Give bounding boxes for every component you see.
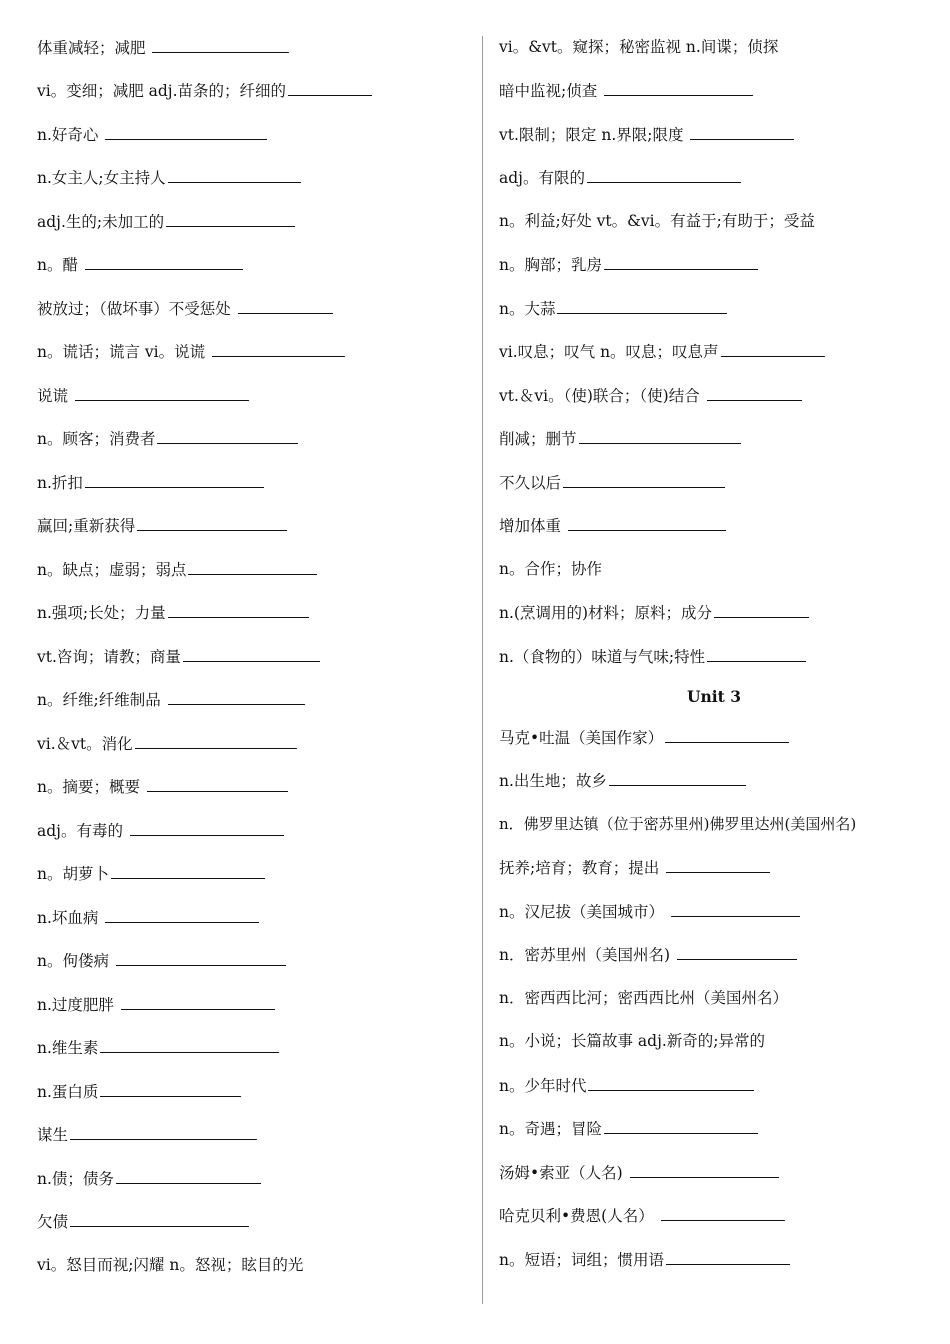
answer-blank [85, 472, 264, 488]
vocab-entry [499, 385, 802, 405]
vocab-entry [37, 820, 284, 840]
entry-text: n．佛罗里达镇（位于密苏里州)佛罗里达州(美国州名) [499, 815, 857, 833]
answer-blank [183, 646, 320, 662]
vocab-entry [499, 1075, 754, 1095]
vocab-entry [499, 559, 602, 579]
vocab-entry [499, 1162, 779, 1182]
vocab-entry [37, 559, 317, 579]
answer-blank [579, 428, 741, 444]
answer-blank [121, 994, 275, 1010]
entry-text: 欠债 [37, 1213, 69, 1231]
vocab-entry [37, 950, 286, 970]
vocab-entry [37, 1081, 241, 1101]
entry-text: 抚养;培育；教育；提出 [499, 859, 665, 877]
vocab-entry [499, 1031, 765, 1051]
entry-text: vt.限制；限定 n.界限;限度 [499, 126, 689, 144]
entry-text: 赢回;重新获得 [37, 517, 136, 535]
entry-text: n.过度肥胖 [37, 996, 119, 1014]
answer-blank [604, 254, 758, 270]
answer-blank [671, 901, 800, 917]
vocab-entry [37, 1168, 261, 1188]
entry-text: n.强项;长处；力量 [37, 604, 166, 622]
entry-text: vi。变细；减肥 adj.苗条的；纤细的 [37, 82, 287, 100]
vocab-entry [37, 37, 289, 57]
entry-text: adj.生的;未加工的 [37, 213, 165, 231]
vocab-entry [37, 602, 309, 622]
vocab-entry [37, 385, 249, 405]
vocab-entry [499, 901, 800, 921]
answer-blank [85, 254, 243, 270]
answer-blank [116, 1168, 261, 1184]
answer-blank [168, 602, 309, 618]
answer-blank [604, 80, 753, 96]
vocab-entry [37, 733, 297, 753]
answer-blank [288, 80, 372, 96]
vocab-entry [37, 994, 275, 1014]
vocab-entry [37, 515, 287, 535]
vocab-entry [37, 776, 288, 796]
entry-text: n.坏血病 [37, 909, 104, 927]
answer-blank [238, 298, 333, 314]
answer-blank [707, 646, 806, 662]
entry-text: 被放过；（做坏事）不受惩处 [37, 300, 236, 318]
vocab-entry [499, 254, 758, 274]
vocab-entry [37, 863, 265, 883]
vocab-entry [499, 341, 825, 361]
vocab-entry [499, 124, 794, 144]
answer-blank [100, 1037, 279, 1053]
entry-text: n.好奇心 [37, 126, 104, 144]
answer-blank [568, 515, 726, 531]
entry-text: n。利益;好处 vt。&vi。有益于;有助于；受益 [499, 212, 815, 230]
vocab-entry [499, 602, 809, 622]
vocab-entry [499, 944, 797, 964]
answer-blank [557, 298, 727, 314]
vocab-entry [499, 814, 856, 834]
vocab-entry [37, 907, 259, 927]
vocab-entry [499, 211, 815, 231]
vocab-entry [499, 646, 806, 666]
vocab-entry [37, 1124, 257, 1144]
answer-blank [721, 341, 825, 357]
answer-blank [665, 727, 789, 743]
entry-text: n。大蒜 [499, 300, 556, 318]
vocab-entry [37, 689, 305, 709]
entry-text: n。汉尼拔（美国城市） [499, 903, 669, 921]
vocab-entry [37, 1037, 279, 1057]
answer-blank [135, 733, 297, 749]
vocab-entry [37, 428, 298, 448]
entry-text: adj。有限的 [499, 169, 585, 187]
entry-text: n。少年时代 [499, 1077, 587, 1095]
vocab-entry [499, 1249, 790, 1269]
vocab-entry [499, 428, 741, 448]
entry-text: n。缺点；虚弱；弱点 [37, 561, 187, 579]
entry-text: 暗中监视;侦查 [499, 82, 603, 100]
entry-text: vt.咨询；请教；商量 [37, 648, 181, 666]
answer-blank [588, 1075, 754, 1091]
vocab-entry [499, 857, 770, 877]
vocab-entry [37, 298, 333, 318]
entry-text: vi.叹息；叹气 n。叹息；叹息声 [499, 343, 719, 361]
vocab-entry [499, 727, 789, 747]
answer-blank [147, 776, 288, 792]
entry-text: n。胸部；乳房 [499, 256, 602, 274]
entry-text: 不久以后 [499, 474, 562, 492]
entry-text: n.债；债务 [37, 1170, 114, 1188]
answer-blank [714, 602, 809, 618]
entry-text: n.折扣 [37, 474, 83, 492]
answer-blank [604, 1118, 758, 1134]
vocab-entry [37, 167, 301, 187]
vocab-entry [499, 1118, 758, 1138]
vocab-entry [499, 167, 741, 187]
entry-text: n。顾客；消费者 [37, 430, 156, 448]
entry-text: 马克•吐温（美国作家） [499, 729, 664, 747]
entry-text: n.(烹调用的)材料；原料；成分 [499, 604, 713, 622]
vocab-entry [499, 515, 726, 535]
entry-text: n。合作；协作 [499, 560, 602, 578]
unit-heading: Unit 3 [686, 687, 741, 706]
entry-text: 哈克贝利•费恩(人名） [499, 1207, 659, 1225]
answer-blank [609, 770, 746, 786]
answer-blank [105, 907, 259, 923]
answer-blank [75, 385, 249, 401]
vocab-entry [37, 1255, 303, 1275]
vocab-entry [37, 341, 345, 361]
answer-blank [105, 124, 267, 140]
answer-blank [130, 820, 284, 836]
entry-text: n。醋 [37, 256, 83, 274]
answer-blank [168, 167, 301, 183]
vocab-entry [499, 472, 725, 492]
entry-text: n.（食物的）味道与气味;特性 [499, 648, 706, 666]
answer-blank [166, 211, 295, 227]
entry-text: vi.＆vt。消化 [37, 735, 133, 753]
entry-text: n.蛋白质 [37, 1083, 99, 1101]
vocab-entry [499, 988, 788, 1008]
vocab-entry [37, 80, 372, 100]
answer-blank [587, 167, 741, 183]
vocab-entry [37, 472, 264, 492]
answer-blank [70, 1211, 249, 1227]
entry-text: 说谎 [37, 387, 73, 405]
entry-text: 汤姆•索亚（人名) [499, 1164, 628, 1182]
answer-blank [677, 944, 797, 960]
vocab-entry [37, 211, 295, 231]
entry-text: n.出生地；故乡 [499, 772, 607, 790]
answer-blank [661, 1205, 785, 1221]
answer-blank [70, 1124, 257, 1140]
entry-text: n。短语；词组；惯用语 [499, 1251, 664, 1269]
answer-blank [168, 689, 305, 705]
answer-blank [111, 863, 265, 879]
entry-text: n.女主人;女主持人 [37, 169, 166, 187]
answer-blank [188, 559, 317, 575]
answer-blank [100, 1081, 241, 1097]
answer-blank [707, 385, 802, 401]
vocab-entry [37, 646, 320, 666]
vocab-entry [37, 1211, 249, 1231]
answer-blank [152, 37, 289, 53]
entry-text: n。佝偻病 [37, 952, 114, 970]
entry-text: n.维生素 [37, 1039, 99, 1057]
entry-text: vt.＆vi。（使)联合；（使)结合 [499, 387, 705, 405]
entry-text: n．密苏里州（美国州名) [499, 946, 675, 964]
vocab-entry [499, 298, 727, 318]
entry-text: n。奇遇；冒险 [499, 1120, 602, 1138]
answer-blank [630, 1162, 779, 1178]
answer-blank [137, 515, 287, 531]
entry-text: 增加体重 [499, 517, 566, 535]
vocab-entry [37, 254, 243, 274]
column-divider [482, 36, 483, 1304]
answer-blank [563, 472, 725, 488]
answer-blank [690, 124, 794, 140]
answer-blank [157, 428, 298, 444]
entry-text: vi。&vt。窥探；秘密监视 n.间谍；侦探 [499, 38, 779, 56]
vocab-entry [37, 124, 267, 144]
vocab-entry [499, 770, 746, 790]
answer-blank [666, 857, 770, 873]
answer-blank [212, 341, 345, 357]
entry-text: n。纤维;纤维制品 [37, 691, 166, 709]
entry-text: n。谎话；谎言 vi。说谎 [37, 343, 211, 361]
vocab-entry [499, 80, 753, 100]
vocab-entry [499, 1205, 785, 1225]
answer-blank [116, 950, 286, 966]
vocab-entry [499, 37, 778, 57]
entry-text: adj。有毒的 [37, 822, 128, 840]
entry-text: 体重减轻；减肥 [37, 39, 151, 57]
answer-blank [666, 1249, 790, 1265]
entry-text: vi。怒目而视;闪耀 n。怒视；眩目的光 [37, 1256, 304, 1274]
entry-text: n。胡萝卜 [37, 865, 109, 883]
entry-text: n．密西西比河；密西西比州（美国州名） [499, 989, 788, 1007]
entry-text: n。小说；长篇故事 adj.新奇的;异常的 [499, 1032, 766, 1050]
entry-text: 谋生 [37, 1126, 69, 1144]
entry-text: n。摘要；概要 [37, 778, 145, 796]
entry-text: 削减；删节 [499, 430, 577, 448]
